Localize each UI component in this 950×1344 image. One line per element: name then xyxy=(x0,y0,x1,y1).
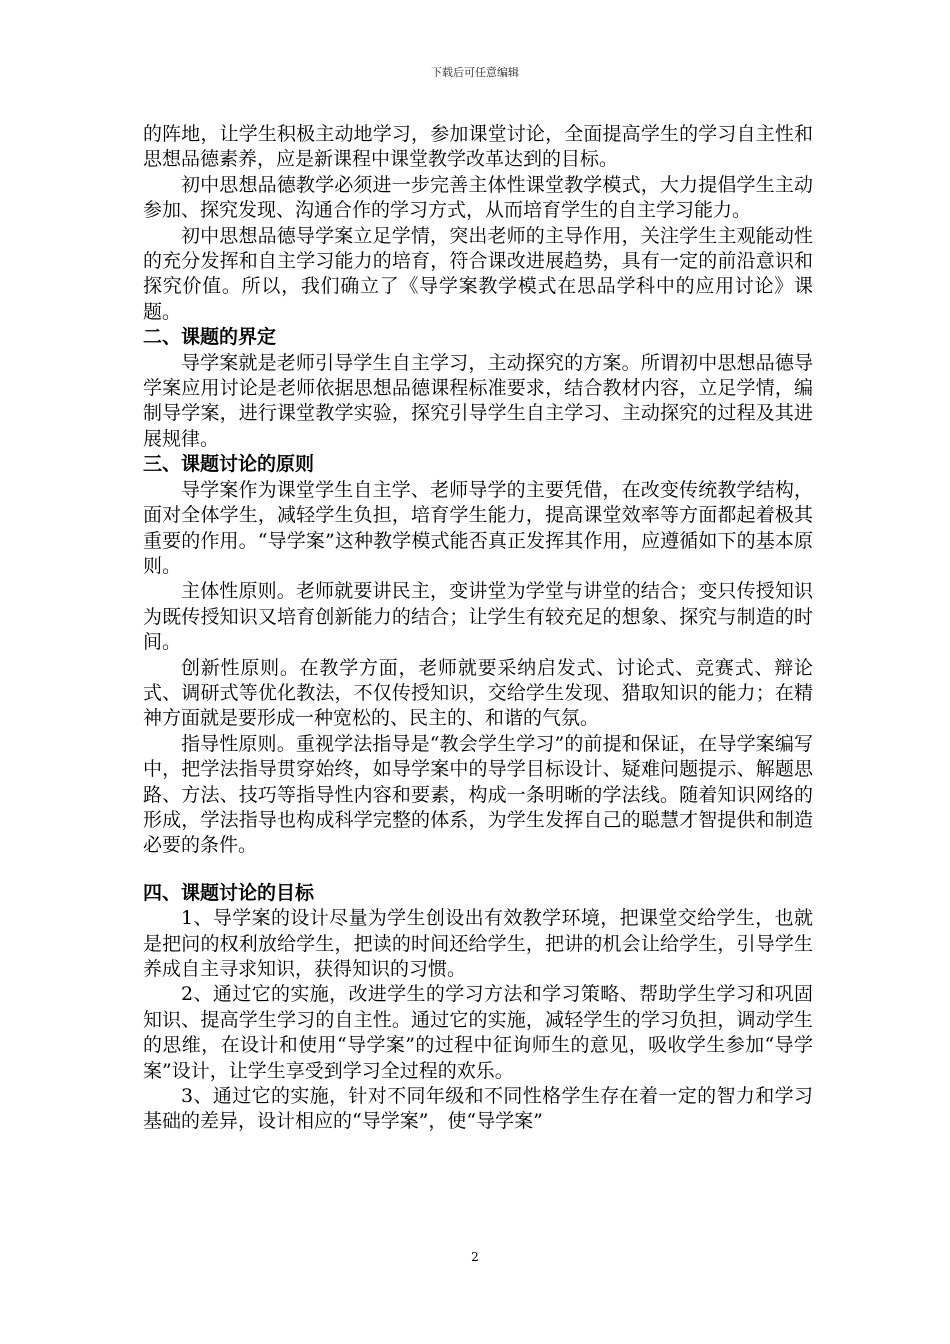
body-paragraph: 指导性原则。重视学法指导是“教会学生学习”的前提和保证，在导学案编写中，把学法指导贯穿始终，如导学案中的导学目标设计、疑难问题提示、解题思路、方法、技巧等指导性内容和要素，构成一条明晰的学法线。随着知识网络的形成，学法指导也构成科学完整的体系，为学生发挥自己的聪慧才智提供和制造必要的条件。 xyxy=(143,732,813,857)
body-paragraph: 主体性原则。老师就要讲民主，变讲堂为学堂与讲堂的结合；变只传授知识为既传授知识又培育创新能力的结合；让学生有较充足的想象、探究与制造的时间。 xyxy=(143,580,813,654)
body-paragraph: 3、通过它的实施，针对不同年级和不同性格学生存在着一定的智力和学习基础的差异，设计相应的“导学案”，使“导学案” xyxy=(143,1085,813,1133)
body-paragraph: 1、导学案的设计尽量为学生创设出有效教学环境，把课堂交给学生，也就是把问的权利放给学生，把读的时间还给学生，把讲的机会让给学生，引导学生养成自主寻求知识，获得知识的习惯。 xyxy=(143,907,813,980)
body-paragraph: 导学案就是老师引导学生自主学习，主动探究的方案。所谓初中思想品德导学案应用讨论是老师依据思想品德课程标准要求，结合教材内容，立足学情，编制导学案，进行课堂教学实验，探究引导学生自主学习、主动探究的过程及其进展规律。 xyxy=(143,351,813,450)
body-paragraph: 导学案作为课堂学生自主学、老师导学的主要凭借，在改变传统教学结构，面对全体学生，减轻学生负担，培育学生能力，提高课堂效率等方面都起着极其重要的作用。“导学案”这种教学模式能否真正发挥其作用，应遵循如下的基本原则。 xyxy=(143,478,813,577)
section-heading: 二、课题的界定 xyxy=(143,326,277,349)
section-heading: 四、课题讨论的目标 xyxy=(143,881,315,904)
body-paragraph: 初中思想品德导学案立足学情，突出老师的主导作用，关注学生主观能动性的充分发挥和自主学习能力的培育，符合课改进展趋势，具有一定的前沿意识和探究价值。所以，我们确立了《导学案教学模式在思品学科中的应用讨论》课题。 xyxy=(143,224,813,323)
section-heading: 三、课题讨论的原则 xyxy=(143,453,315,476)
body-paragraph: 初中思想品德教学必须进一步完善主体性课堂教学模式，大力提倡学生主动参加、探究发现、沟通合作的学习方式，从而培育学生的自主学习能力。 xyxy=(143,173,813,222)
document-body xyxy=(143,122,813,1135)
body-paragraph: 2、通过它的实施，改进学生的学习方法和学习策略、帮助学生学习和巩固知识、提高学生学习的自主性。通过它的实施，减轻学生的学习负担，调动学生的思维，在设计和使用“导学案”的过程中征询师生的意见，吸收学生参加“导学案”设计，让学生享受到学习全过程的欢乐。 xyxy=(143,983,813,1082)
body-paragraph: 的阵地，让学生积极主动地学习，参加课堂讨论，全面提高学生的学习自主性和思想品德素养，应是新课程中课堂教学改革达到的目标。 xyxy=(143,123,813,171)
body-paragraph: 创新性原则。在教学方面，老师就要采纳启发式、讨论式、竞赛式、辩论式、调研式等优化教法，不仅传授知识，交给学生发现、猎取知识的能力；在精神方面就是要形成一种宽松的、民主的、和谐的气氛。 xyxy=(143,656,813,730)
paragraph-spacer xyxy=(143,859,813,881)
page-header: 下载后可任意编辑 xyxy=(431,66,519,79)
page-number: 2 xyxy=(471,1250,479,1264)
